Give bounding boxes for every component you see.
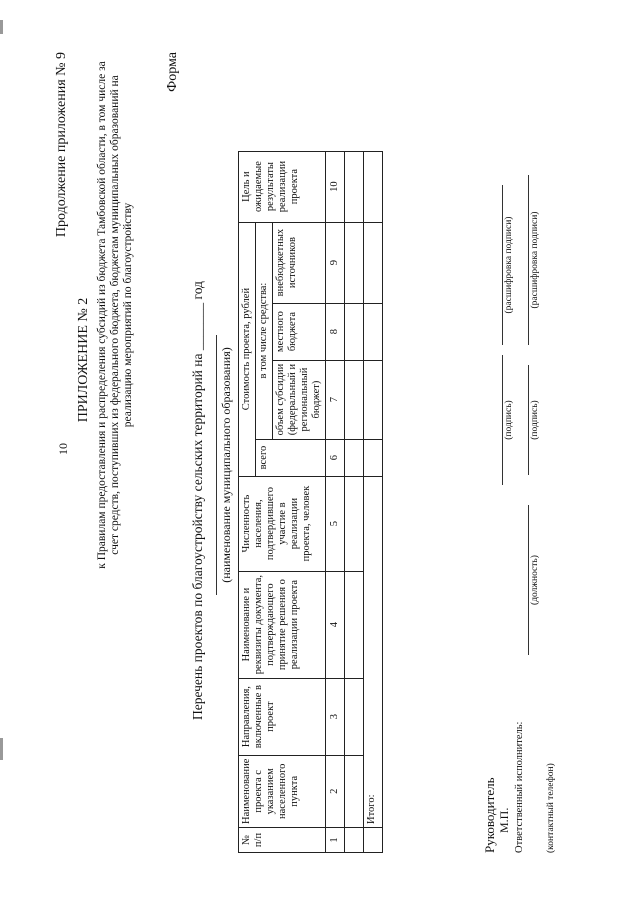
header-local-budget: местного бюджета <box>273 303 326 360</box>
empty-cell <box>345 303 364 360</box>
col-number: 4 <box>326 571 345 678</box>
total-cell <box>364 360 383 439</box>
empty-cell <box>364 828 383 853</box>
header-extra-budget: внебюджетных источников <box>273 222 326 303</box>
col-number: 3 <box>326 678 345 755</box>
col-number: 5 <box>326 476 345 571</box>
col-number: 1 <box>326 828 345 853</box>
total-cell <box>364 439 383 476</box>
col-number: 2 <box>326 755 345 827</box>
total-cell <box>364 151 383 222</box>
continuation-label: Продолжение приложения № 9 <box>54 52 69 238</box>
header-population: Численность населения, подтвердившего участие в реализации проекта, человек <box>239 476 326 571</box>
executor-decode-caption: (расшифровка подписи) <box>528 175 540 345</box>
list-title: Перечень проектов по благоустройству сельских территорий на _______ год <box>190 281 205 720</box>
total-label: Итого: <box>364 476 383 827</box>
col-number: 6 <box>326 439 345 476</box>
col-number: 7 <box>326 360 345 439</box>
empty-cell <box>345 755 364 827</box>
header-subsidy: объем субсидии (федеральный и региональный бюджет) <box>273 360 326 439</box>
empty-row <box>345 151 364 852</box>
executor-label: Ответственный исполнитель: <box>514 721 525 853</box>
header-including: в том числе средства: <box>256 222 273 439</box>
numbers-row <box>326 151 345 852</box>
header-total: всего <box>256 439 326 476</box>
appendix-subtitle: к Правилам предоставления и распределения субсидий из бюджета Тамбовской области, в том числе за счет средств, поступивших из федерального бюджета, бюджетам муниципальных образований на реализацию мероприятий по благоустройству <box>96 61 134 569</box>
empty-cell <box>345 828 364 853</box>
col-number: 8 <box>326 303 345 360</box>
post-caption: (должность) <box>528 505 540 655</box>
header-cost-group: Стоимость проекта, рублей <box>239 222 256 476</box>
header-row-1 <box>239 151 256 852</box>
projects-table <box>238 151 383 853</box>
col-number: 10 <box>326 151 345 222</box>
appendix-title: ПРИЛОЖЕНИЕ № 2 <box>76 297 91 423</box>
header-num: № п/п <box>239 828 326 853</box>
empty-cell <box>345 439 364 476</box>
head-label: Руководитель <box>482 777 497 853</box>
form-label: Форма <box>165 52 180 92</box>
executor-sign-caption: (подпись) <box>528 365 540 475</box>
empty-cell <box>345 222 364 303</box>
total-cell <box>364 303 383 360</box>
scan-edge-mark <box>0 20 3 34</box>
empty-cell <box>345 151 364 222</box>
header-directions: Направления, включенные в проект <box>239 678 326 755</box>
phone-caption: (контактный телефон) <box>546 763 556 853</box>
page-number: 10 <box>56 443 70 455</box>
header-goal: Цель и ожидаемые результаты реализации проекта <box>239 151 326 222</box>
scan-edge-mark <box>0 738 3 760</box>
col-number: 9 <box>326 222 345 303</box>
total-cell <box>364 222 383 303</box>
empty-cell <box>345 678 364 755</box>
empty-cell <box>345 476 364 571</box>
total-row <box>364 151 383 852</box>
header-project-name: Наименование проекта с указанием населенного пункта <box>239 755 326 827</box>
empty-cell <box>345 360 364 439</box>
head-sign-caption: (подпись) <box>502 355 514 485</box>
seal-label: М.П. <box>497 807 511 833</box>
municipality-caption: (наименование муниципального образования) <box>216 335 234 595</box>
empty-cell <box>345 571 364 678</box>
header-document: Наименование и реквизиты документа, подтверждающего принятие решения о реализации проекта <box>239 571 326 678</box>
head-decode-caption: (расшифровка подписи) <box>502 185 514 345</box>
